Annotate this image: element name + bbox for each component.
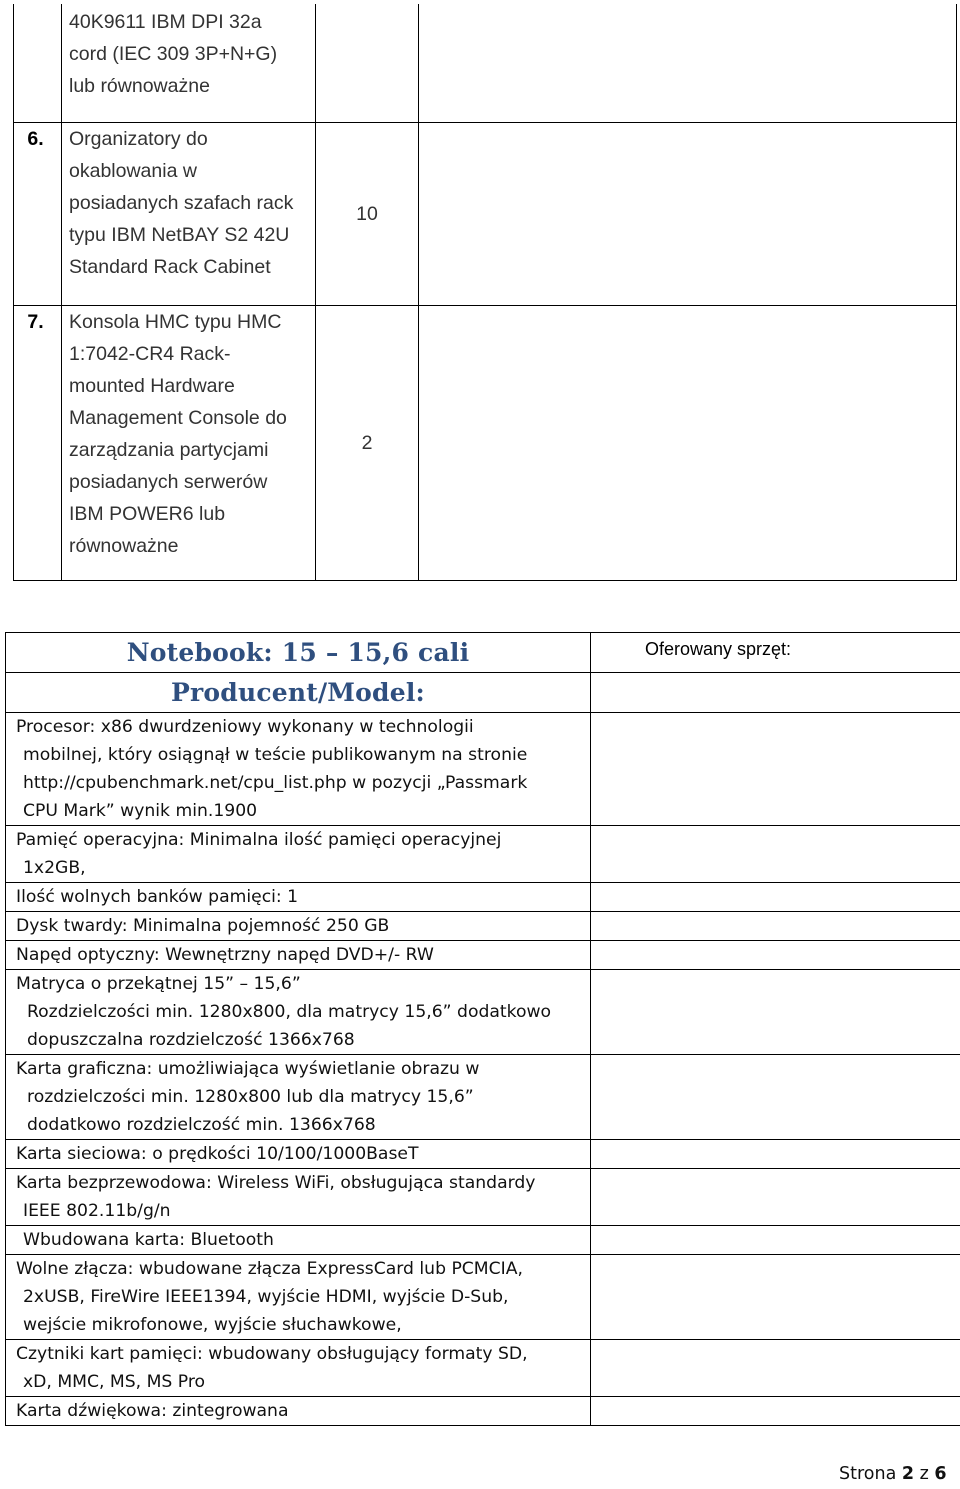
description-line: typu IBM NetBAY S2 42U [69, 224, 290, 246]
offer-cell [591, 883, 960, 912]
description-line: lub równoważne [69, 75, 210, 97]
description-line: Standard Rack Cabinet [69, 256, 271, 278]
spec-row [6, 912, 960, 941]
spec-row [6, 826, 960, 883]
row-description-cell [62, 4, 316, 123]
spec-line: Napęd optyczny: Wewnętrzny napęd DVD+/- RW [16, 945, 434, 965]
spec-audio [6, 1397, 591, 1426]
spec-row [6, 1055, 960, 1140]
description-line: IBM POWER6 lub [69, 503, 226, 525]
spec-ports [6, 1255, 591, 1340]
notebook-title: Notebook: 15 – 15,6 cali [6, 633, 591, 673]
row-number: 7. [27, 311, 44, 333]
description-line: posiadanych serwerów [69, 471, 268, 493]
spec-line: Karta dźwiękowa: zintegrowana [16, 1401, 289, 1421]
row-offer-cell [419, 4, 957, 123]
current-page-number: 2 [901, 1464, 915, 1484]
spec-line: 2xUSB, FireWire IEEE1394, wyjście HDMI, wyjście D-Sub, [23, 1287, 509, 1307]
spec-line: Rozdzielczości min. 1280x800, dla matrycy 15,6” dodatkowo [27, 1002, 552, 1022]
spec-line: Pamięć operacyjna: Minimalna ilość pamięci operacyjnej [16, 830, 502, 850]
notebook-spec-table [5, 632, 960, 1426]
offer-cell [591, 1397, 960, 1426]
spec-row [6, 1397, 960, 1426]
spec-memory [6, 826, 591, 883]
spec-line: http://cpubenchmark.net/cpu_list.php w pozycji „Passmark [23, 773, 528, 793]
offer-cell [591, 1255, 960, 1340]
description-line: 1:7042-CR4 Rack- [69, 343, 231, 365]
spec-hard-drive [6, 912, 591, 941]
row-offer-cell [419, 123, 957, 306]
producent-model-label: Producent/Model: [6, 673, 591, 713]
spec-line: mobilnej, który osiągnął w teście publikowanym na stronie [23, 745, 528, 765]
table-row [14, 4, 957, 123]
description-line: Management Console do [69, 407, 287, 429]
offer-cell [591, 673, 960, 713]
spec-display [6, 970, 591, 1055]
spec-line: rozdzielczości min. 1280x800 lub dla matrycy 15,6” [27, 1087, 474, 1107]
spec-row [6, 1169, 960, 1226]
offer-cell [591, 970, 960, 1055]
spec-row [6, 713, 960, 826]
spec-line: Karta sieciowa: o prędkości 10/100/1000BaseT [16, 1144, 419, 1164]
spec-row [6, 1226, 960, 1255]
equipment-table [13, 4, 957, 581]
spec-line: dopuszczalna rozdzielczość 1366x768 [27, 1030, 355, 1050]
spec-row [6, 1340, 960, 1397]
spec-line: IEEE 802.11b/g/n [23, 1201, 171, 1221]
row-quantity: 10 [316, 123, 419, 306]
total-page-number: 6 [934, 1464, 947, 1484]
spec-line: Karta bezprzewodowa: Wireless WiFi, obsługująca standardy [16, 1173, 536, 1193]
spec-line: Wbudowana karta: Bluetooth [23, 1230, 274, 1250]
spec-line: xD, MMC, MS, MS Pro [23, 1372, 206, 1392]
spec-line: Wolne złącza: wbudowane złącza ExpressCard lub PCMCIA, [16, 1259, 523, 1279]
description-line: posiadanych szafach rack [69, 192, 294, 214]
spec-line: Karta graficzna: umożliwiająca wyświetlanie obrazu w [16, 1059, 480, 1079]
row-description-cell [62, 123, 316, 306]
description-line: mounted Hardware [69, 375, 235, 397]
description-line: cord (IEC 309 3P+N+G) [69, 43, 278, 65]
spec-line: Matryca o przekątnej 15” – 15,6” [16, 974, 301, 994]
offer-cell [591, 713, 960, 826]
row-number-cell [14, 123, 62, 306]
offer-cell [591, 912, 960, 941]
spec-row [6, 1140, 960, 1169]
spec-row [6, 970, 960, 1055]
spec-line: Procesor: x86 dwurdzeniowy wykonany w technologii [16, 717, 474, 737]
offer-cell [591, 1169, 960, 1226]
spec-line: Dysk twardy: Minimalna pojemność 250 GB [16, 916, 390, 936]
spec-line: 1x2GB, [23, 858, 86, 878]
spec-card-reader [6, 1340, 591, 1397]
spec-line: Czytniki kart pamięci: wbudowany obsługujący formaty SD, [16, 1344, 528, 1364]
description-line: zarządzania partycjami [69, 439, 269, 461]
offer-cell [591, 1055, 960, 1140]
row-description-cell [62, 306, 316, 581]
spec-row [6, 1255, 960, 1340]
offer-cell [591, 1140, 960, 1169]
spec-memory-banks [6, 883, 591, 912]
spec-line: CPU Mark” wynik min.1900 [23, 801, 258, 821]
spec-line: dodatkowo rozdzielczość min. 1366x768 [27, 1115, 376, 1135]
title-row [6, 633, 960, 673]
table-row [14, 306, 957, 581]
subtitle-row [6, 673, 960, 713]
offer-cell [591, 1226, 960, 1255]
offer-label: Oferowany sprzęt: [591, 633, 960, 673]
row-quantity: 2 [316, 306, 419, 581]
row-number-cell [14, 306, 62, 581]
footer-separator: z [914, 1464, 935, 1484]
table-row [14, 123, 957, 306]
spec-row [6, 883, 960, 912]
spec-wireless [6, 1169, 591, 1226]
row-number: 6. [27, 128, 44, 150]
spec-line: Ilość wolnych banków pamięci: 1 [16, 887, 299, 907]
spec-line: wejście mikrofonowe, wyjście słuchawkowe, [23, 1315, 402, 1335]
row-offer-cell [419, 306, 957, 581]
description-line: równoważne [69, 535, 179, 557]
spec-optical-drive [6, 941, 591, 970]
spec-bluetooth [6, 1226, 591, 1255]
description-line: Konsola HMC typu HMC [69, 311, 282, 333]
spec-graphics [6, 1055, 591, 1140]
spec-row [6, 941, 960, 970]
offer-cell [591, 1340, 960, 1397]
spec-processor [6, 713, 591, 826]
description-line: Organizatory do [69, 128, 208, 150]
footer-prefix: Strona [839, 1464, 902, 1484]
description-line: 40K9611 IBM DPI 32a [69, 11, 262, 33]
row-number-cell [14, 4, 62, 123]
offer-cell [591, 941, 960, 970]
description-line: okablowania w [69, 160, 197, 182]
row-quantity-cell [316, 4, 419, 123]
page-footer [839, 1464, 947, 1484]
spec-network [6, 1140, 591, 1169]
offer-cell [591, 826, 960, 883]
